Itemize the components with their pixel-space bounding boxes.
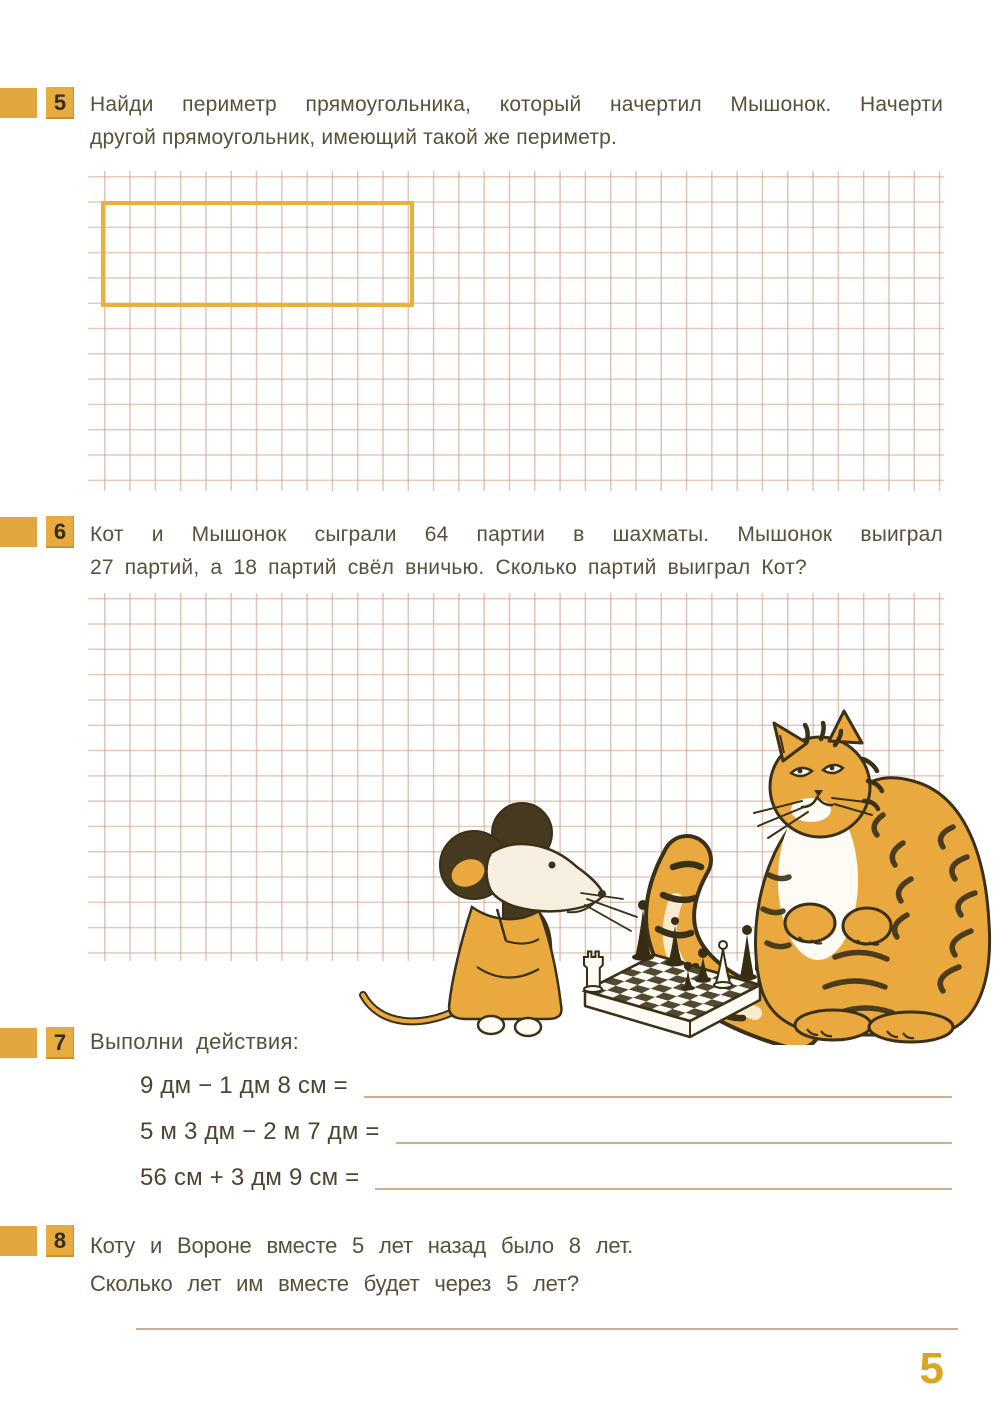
- section-marker-7: [0, 1028, 37, 1058]
- problem-number-badge-5: 5: [46, 87, 74, 119]
- cat-illustration: [754, 711, 990, 1042]
- problem-5-line1: Найди периметр прямоугольника, который начертил Мышонок. Начерти: [90, 93, 943, 116]
- section-marker-8: [0, 1226, 37, 1256]
- problem-8-line2: Сколько лет им вместе будет через 5 лет?: [90, 1271, 579, 1296]
- problem-6-line1: Кот и Мышонок сыграли 64 партии в шахматы. Мышонок выиграл: [90, 523, 943, 546]
- problem-5-text: [90, 88, 943, 154]
- problem-5-line2: другой прямоугольник, имеющий такой же периметр.: [90, 126, 618, 149]
- equation-row: [140, 1155, 952, 1201]
- problem-6-text: [90, 518, 943, 584]
- equation-1-label: 9 дм − 1 дм 8 см =: [140, 1072, 348, 1099]
- problem-number-badge-8: 8: [46, 1225, 74, 1257]
- problem-6-line2: 27 партий, а 18 партий свёл вничью. Сколько партий выиграл Кот?: [90, 556, 807, 579]
- answer-line-1: [364, 1096, 952, 1098]
- drawn-rectangle: [101, 201, 414, 307]
- section-marker-5: [0, 88, 37, 118]
- problem-8-text: [90, 1227, 943, 1303]
- page-number: 5: [919, 1344, 944, 1393]
- problem-8-line1: Коту и Вороне вместе 5 лет назад было 8 лет.: [90, 1233, 634, 1258]
- equation-3-label: 56 см + 3 дм 9 см =: [140, 1164, 360, 1191]
- problem-number-badge-6: 6: [46, 516, 74, 548]
- equation-2-label: 5 м 3 дм − 2 м 7 дм =: [140, 1118, 380, 1145]
- mouse-cat-chess-illustration: [355, 695, 1000, 1045]
- section-marker-6: [0, 517, 37, 547]
- answer-line-2: [396, 1142, 952, 1144]
- problem-7-title: Выполни действия:: [90, 1029, 300, 1054]
- answer-line-3: [375, 1188, 952, 1190]
- equation-row: [140, 1109, 952, 1155]
- problem-7-equations: [140, 1063, 952, 1201]
- equation-row: [140, 1063, 952, 1109]
- answer-line-problem-8: [136, 1328, 958, 1330]
- problem-number-badge-7: 7: [46, 1027, 74, 1059]
